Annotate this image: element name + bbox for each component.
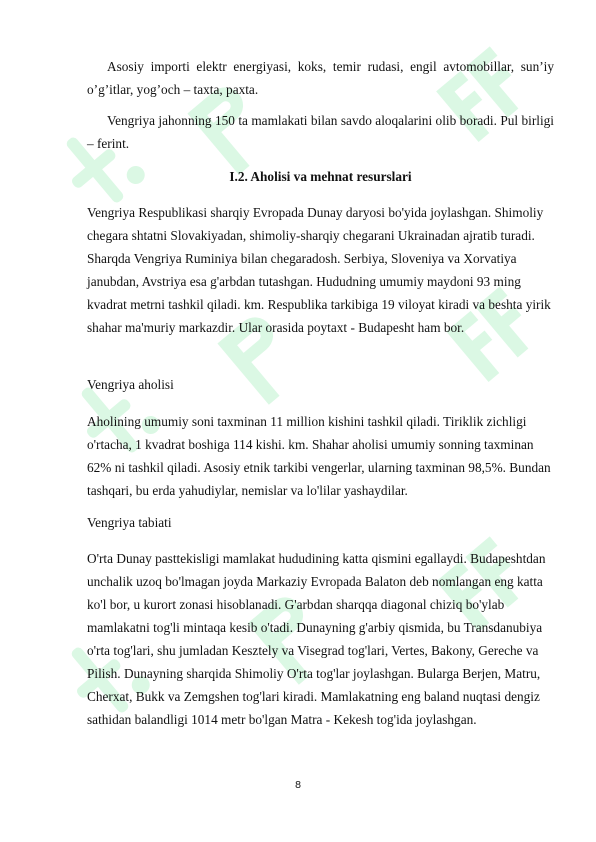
text-block-trade bbox=[87, 109, 554, 155]
paragraph-geography: Vengriya Respublikasi sharqiy Evropada Dunay daryosi bo'yida joylashgan. Shimoliy chegara shtatni Slovakiyadan, shimoliy-sharqiy chegarani Ukrainadan ajratib turadi. Sharqda Vengriya Ruminiya bilan chegaradosh. Serbiya, Sloveniya va Xorvatiya janubdan, Avstriya esa g'arbdan tutashgan. Hududning umumiy maydoni 93 ming kvadrat metrni tashkil qiladi. km. Respublika tarkibiga 19 viloyat kiradi va beshta yirik shahar ma'muriy markazdir. Ular orasida poytaxt - Budapesht ham bor. bbox=[87, 205, 551, 335]
paragraph-trade: Vengriya jahonning 150 ta mamlakati bilan savdo aloqalarini olib boradi. Pul birligi – ferint. bbox=[87, 113, 554, 151]
paragraph-import: Asosiy importi elektr energiyasi, koks, temir rudasi, engil avtomobillar, sun’iy o’g’itlar, yog’och – taxta, paxta. bbox=[87, 59, 554, 97]
text-block-top bbox=[87, 55, 554, 101]
text-block-population-heading bbox=[87, 373, 554, 396]
section-heading: I.2. Aholisi va mehnat resurslari bbox=[229, 169, 412, 184]
text-block-population bbox=[87, 410, 554, 502]
text-block-nature-heading bbox=[87, 511, 554, 534]
paragraph-population: Aholining umumiy soni taxminan 11 million kishini tashkil qiladi. Tiriklik zichligi o'rtacha, 1 kvadrat boshiga 114 kishi. km. Shahar aholisi umumiy sonning taxminan 62% ni tashkil qiladi. Asosiy etnik tarkibi vengerlar, ularning taxminan 98,5%. Bundan tashqari, bu erda yahudiylar, nemislar va lo'lilar yashaydilar. bbox=[87, 414, 551, 498]
subheading-population: Vengriya aholisi bbox=[87, 377, 174, 392]
text-block-nature bbox=[87, 547, 554, 731]
subheading-nature: Vengriya tabiati bbox=[87, 515, 172, 530]
page-number: 8 bbox=[294, 780, 302, 791]
paragraph-nature: O'rta Dunay pasttekisligi mamlakat hududining katta qismini egallaydi. Budapeshtdan unchalik uzoq bo'lmagan joyda Markaziy Evropada Balaton deb nomlangan eng katta ko'l bor, u kurort zonasi hisoblanadi. G'arbdan sharqqa diagonal chiziq bo'ylab mamlakatni tog'li mintaqa kesib o'tadi. Dunayning g'arbiy qismida, bu Transdanubiya o'rta tog'lari, shu jumladan Kesztely va Visegrad tog'lari, Vertes, Bakony, Gereche va Pilish. Dunayning sharqida Shimoliy O'rta tog'lar joylashgan. Bularga Berjen, Matru, Cherxat, Bukk va Zemgshen tog'lari kiradi. Mamlakatning eng baland nuqtasi dengiz sathidan balandligi 1014 metr bo'lgan Matra - Kekesh tog'ida joylashgan. bbox=[87, 551, 546, 727]
text-block-heading bbox=[87, 165, 554, 188]
text-block-geography bbox=[87, 201, 554, 339]
